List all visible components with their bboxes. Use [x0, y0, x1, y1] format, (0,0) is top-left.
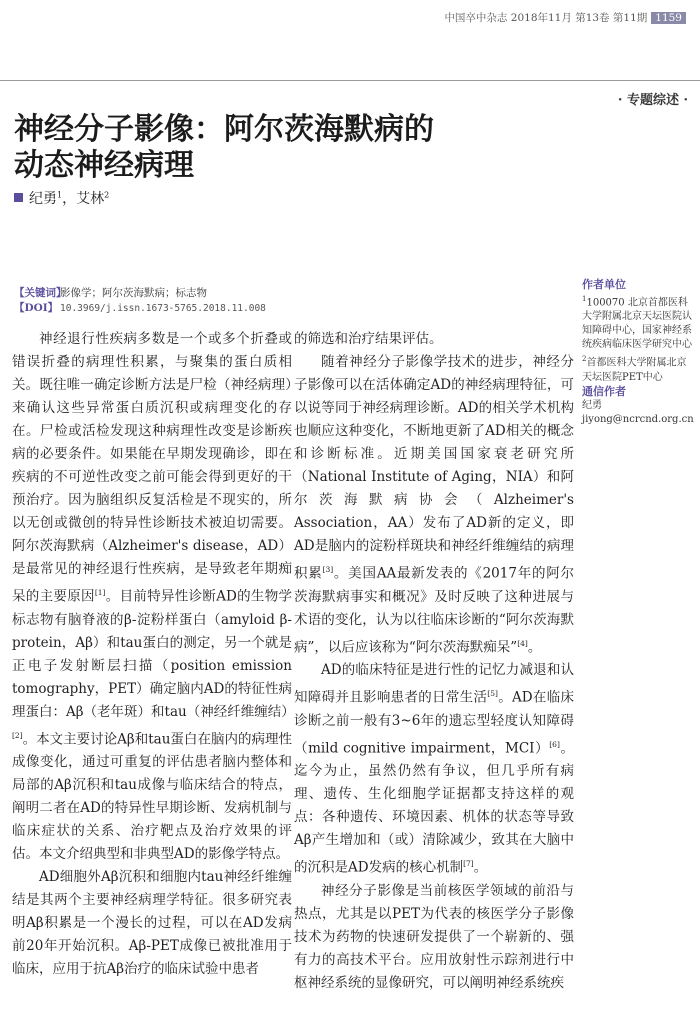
doi-label: 【DOI】 — [14, 302, 59, 314]
title-line-2: 动态神经病理 — [14, 148, 194, 183]
paragraph-text: 。目前特异性诊断AD的生物学标志物有脑脊液的β-淀粉样蛋白（amyloid β-protein，Aβ）和tau蛋白的测定，另一个就是正电子发射断层扫描（position emission tomography，PET）确定脑内AD的特征性病理蛋白：Aβ（老年斑）和tau（神经纤维缠结） — [12, 588, 295, 720]
article-title — [14, 112, 574, 184]
author-bullet-icon — [14, 193, 23, 202]
author-1: 纪勇 — [29, 191, 57, 207]
author-separator: ， — [62, 191, 77, 207]
citation-ref: [7] — [463, 859, 474, 868]
author-2: 艾林 — [76, 191, 105, 207]
paragraph-text: AD的临床特征是进行性的记忆力减退和认知障碍并且影响患者的日常生活 — [294, 662, 574, 706]
paragraph-text: 随着神经分子影像学技术的进步，神经分子影像可以在活体确定AD的神经病理特征，可以说等同于神经病理诊断。AD的相关学术机构也顺应这种变化，不断地更新了AD相关的概念和诊断标准。近期美国国家衰老研究所（National Institute of Aging，NIA）和阿尔茨海默病协会（Alzheimer's Association，AA）发布了AD新的定义，即AD是脑内的淀粉样斑块和神经纤维缠结的病理积累 — [294, 354, 574, 582]
paragraph-molecular-imaging — [294, 351, 574, 659]
affiliation-1-mark: 1 — [582, 295, 587, 303]
header-divider — [0, 80, 700, 81]
body-column-right — [294, 328, 574, 995]
citation-ref: [6] — [549, 739, 560, 749]
paragraph-ad-features: AD细胞外Aβ沉积和细胞内tau神经纤维缠结是其两个主要神经病理学特征。很多研究表明Aβ积累是一个漫长的过程，可以在AD发病前20年开始沉积。Aβ-PET成像已被批准用于临床，应用于抗Aβ治疗的临床试验中患者 — [12, 869, 292, 977]
author-1-affiliation-mark: 1 — [57, 190, 63, 200]
doi-value: 10.3969/j.issn.1673-5765.2018.11.008 — [60, 303, 266, 314]
citation-ref: [5] — [487, 689, 498, 698]
title-line-1: 神经分子影像：阿尔茨海默病的 — [14, 112, 434, 147]
citation-ref: [4] — [517, 638, 528, 648]
paragraph-intro — [12, 328, 295, 866]
keywords-row — [14, 286, 207, 300]
correspondence-email: jiyong@ncrcnd.org.cn — [582, 413, 694, 425]
doi-row — [14, 301, 266, 316]
author-line — [14, 188, 109, 208]
citation-ref: [2] — [12, 730, 23, 740]
correspondence-name: 纪勇 — [582, 399, 602, 411]
correspondence-heading: 通信作者 — [582, 384, 626, 398]
paragraph-text: 。本文主要讨论Aβ和tau蛋白在脑内的病理性成像变化，通过可重复的评估患者脑内整体和局部的Aβ沉积和tau成像与临床结合的特点，阐明二者在AD的特异性早期诊断、发病机制与临床症状的关系、治疗靶点及治疗效果的评估。本文介绍典型和非典型AD的影像学特点。 — [12, 731, 292, 862]
keywords-label: 【关键词】 — [14, 287, 67, 299]
paragraph-text: 。迄今为止，虽然仍然有争议，但几乎所有病理、遗传、生化细胞学证据都支持这样的观点：各种遗传、环境因素、机体的状态等导致Aβ产生增加和（或）清除减少，致其在大脑中的沉积是AD发病的核心机制 — [294, 740, 575, 876]
page-number: 1159 — [651, 12, 686, 24]
citation-ref: [3] — [322, 565, 334, 574]
author-2-affiliation-mark: 2 — [104, 190, 110, 200]
paragraph-continued: 的筛选和治疗结果评估。 — [294, 331, 443, 347]
paragraph-nuclear-medicine: 神经分子影像是当前核医学领域的前沿与热点，尤其是以PET为代表的核医学分子影像技术为药物的快速研发提供了一个崭新的、强有力的高技术平台。应用放射性示踪剂进行中枢神经系统的显像研究，可以阐明神经系统疾 — [294, 882, 574, 991]
paragraph-text: 。 — [527, 639, 542, 655]
citation-ref: [1] — [94, 588, 106, 597]
column-tag: · 专题综述 · — [617, 93, 688, 108]
affiliation-heading: 作者单位 — [582, 278, 626, 291]
paragraph-text: 神经退行性疾病多数是一个或多个折叠或错误折叠的病理性积累，与聚集的蛋白质相关。既往唯一确定诊断方法是尸检（神经病理）来确认这些异常蛋白质沉积或病理变化的存在。尸检或活检发现这种病理性改变是诊断疾病的必要条件。如果能在早期发现确诊，即在疾病的不可逆性改变之前可能会得到更好的干预治疗。因为脑组织反复活检是不现实的，所以无创或微创的特异性诊断技术被迫切需要。阿尔茨海默病（Alzheimer's disease，AD）是最常见的神经退行性疾病，是导致老年期痴呆的主要原因 — [12, 331, 292, 605]
paragraph-text: 。AD在临床诊断之前一般有3~6年的遗忘型轻度认知障碍（mild cognitive impairment，MCI） — [294, 689, 575, 756]
paragraph-text: 。美国AA最新发表的《2017年的阿尔茨海默病事实和概况》及时反映了这种进展与术语的变化，认为以往临床诊断的“阿尔茨海默病”，以后应该称为“阿尔茨海默痴呆” — [294, 565, 574, 655]
body-column-left — [12, 328, 295, 981]
paragraph-clinical-features — [294, 659, 574, 880]
keywords-value: 影像学；阿尔茨海默病；标志物 — [60, 287, 207, 299]
affiliation-1-text: 100070 北京首都医科大学附属北京天坛医院认知障碍中心，国家神经系统疾病临床医学研究中心 — [582, 297, 692, 351]
affiliation-2-mark: 2 — [582, 355, 587, 364]
paragraph-text: 。 — [473, 859, 488, 876]
affiliation-1 — [582, 292, 694, 352]
author-info-sidebar — [582, 278, 694, 427]
running-head — [444, 10, 686, 25]
affiliation-2 — [582, 352, 694, 384]
journal-info: 中国卒中杂志 2018年11月 第13卷 第11期 — [444, 12, 648, 24]
affiliation-2-text: 首都医科大学附属北京天坛医院PET中心 — [582, 357, 687, 383]
